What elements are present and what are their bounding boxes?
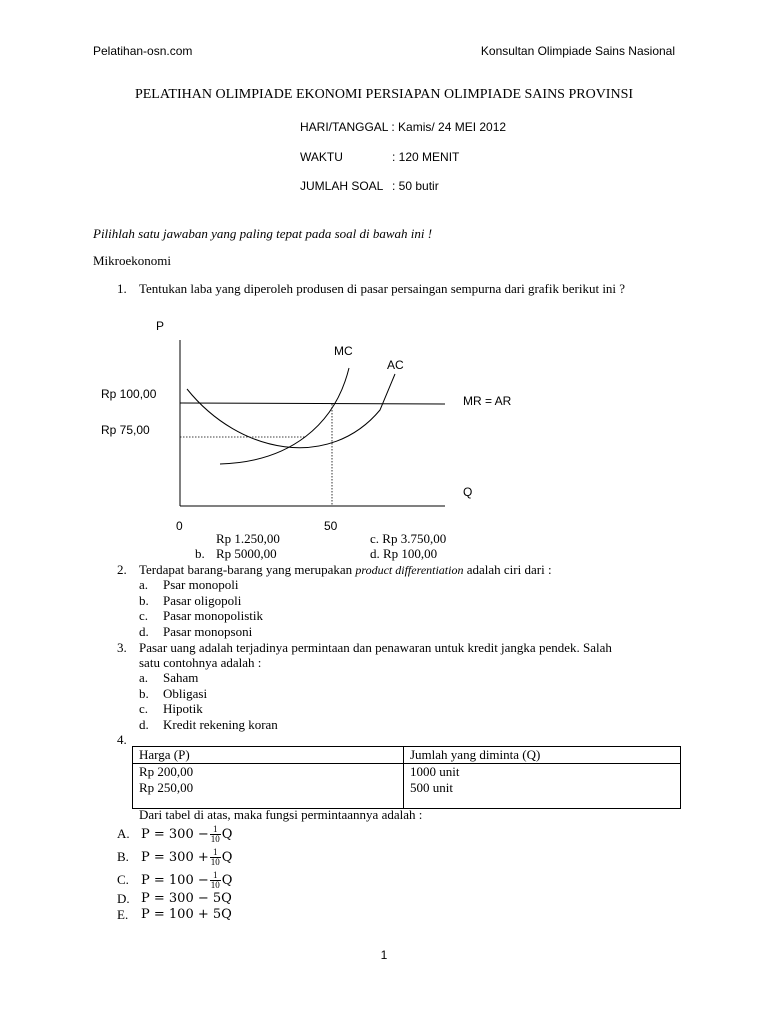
fraction-den: 10 [210,833,220,844]
option-label: b. [139,685,149,701]
q4-option-label: D. [117,891,130,906]
table-cell-quantities [404,764,681,809]
q4-option-label: C. [117,872,129,887]
meta-time-value: : 120 MENIT [392,150,460,164]
option-label: b. [139,592,149,608]
q1-option-b: Rp 5000,00 [216,546,277,561]
option-text: Pasar monopsoni [163,623,253,639]
q1-option-c: c. Rp 3.750,00 [370,531,447,546]
header-site: Pelatihan-osn.com [93,44,193,58]
y-tick-75: Rp 75,00 [101,423,150,437]
q4-option-a [117,823,232,845]
q4-option-expr: P = 300 − 5Q [141,891,232,906]
meta-count-value: : 50 butir [392,179,439,193]
table-cell-prices [133,764,404,809]
option-label: d. [139,623,149,639]
x-axis-label: Q [463,485,473,499]
table-row [133,764,681,809]
q4-option-var: Q [221,849,233,865]
list-item [139,624,252,640]
q4-option-var: Q [221,872,233,888]
q1-option-b-label: b. [195,546,205,561]
list-item [139,701,203,717]
list-item [139,608,263,624]
q4-option-expr: P = 100 − [141,872,209,888]
q4-option-c [117,869,232,891]
x-tick-50: 50 [324,519,338,533]
option-label: c. [139,608,149,623]
page-title: PELATIHAN OLIMPIADE EKONOMI PERSIAPAN OLIMPIADE SAINS PROVINSI [134,87,634,102]
q2-text [139,562,552,578]
table-header-quantity: Jumlah yang diminta (Q) [404,747,681,764]
page-number: 1 [380,948,388,962]
header-tagline: Konsultan Olimpiade Sains Nasional [480,44,675,58]
q4-number: 4. [117,732,127,747]
ac-label: AC [387,358,404,372]
option-text: Kredit rekening koran [163,716,278,732]
price-value: Rp 200,00 [139,764,194,779]
q4-question: Dari tabel di atas, maka fungsi permintaannya adalah : [139,807,423,822]
list-item [139,670,198,686]
q4-option-var: Q [221,826,233,842]
y-axis-label: P [156,319,165,333]
option-label: a. [139,577,149,592]
fraction-den: 10 [210,856,220,867]
fraction-num: 1 [210,848,221,858]
quantity-value: 1000 unit [410,764,460,779]
option-text: Obligasi [163,685,208,701]
price-value: Rp 250,00 [139,780,194,795]
table-header-row [133,747,681,764]
meta-date: HARI/TANGGAL : Kamis/ 24 MEI 2012 [300,120,507,134]
list-item [139,717,278,733]
q1-text: Tentukan laba yang diperoleh produsen di pasar persaingan sempurna dari grafik berikut ini ? [139,281,626,296]
x-tick-0: 0 [176,519,183,533]
q2-text-italic: product differentiation [355,563,464,577]
mr-ar-line [180,403,445,404]
option-label: d. [139,716,149,732]
option-text: Pasar oligopoli [163,592,242,608]
demand-table [132,746,681,809]
q1-option-a: Rp 1.250,00 [216,531,280,546]
q1-number: 1. [117,281,127,296]
fraction-den: 10 [210,879,220,890]
meta-count-label: JUMLAH SOAL [300,179,384,193]
fraction-num: 1 [210,825,221,835]
q4-option-e [117,907,232,923]
list-item [139,686,207,702]
mc-curve [220,368,349,464]
fraction-num: 1 [210,871,221,881]
option-label: c. [139,701,149,716]
q4-option-label: B. [117,849,129,864]
mc-label: MC [334,344,353,358]
option-text: Psar monopoli [163,577,239,592]
option-label: a. [139,670,149,685]
option-text: Pasar monopolistik [163,608,264,623]
q1-option-d: d. Rp 100,00 [370,546,438,561]
q4-option-label: E. [117,907,129,922]
q4-option-d [117,891,232,907]
fraction [210,848,221,867]
q2-text-before: Terdapat barang-barang yang merupakan [139,562,353,577]
list-item [139,577,238,593]
option-text: Hipotik [163,701,203,716]
q2-number: 2. [117,562,127,577]
q3-number: 3. [117,640,127,655]
q4-option-label: A. [117,826,130,841]
y-tick-100: Rp 100,00 [101,387,157,401]
q4-option-b [117,846,232,868]
section-title: Mikroekonomi [93,253,171,268]
q3-line1: Pasar uang adalah terjadinya permintaan dan penawaran untuk kredit jangka pendek. Salah [139,640,612,655]
meta-time-label: WAKTU [300,150,343,164]
instruction: Pilihlah satu jawaban yang paling tepat pada soal di bawah ini ! [93,226,433,241]
q4-option-expr: P = 100 + 5Q [141,907,232,922]
mr-ar-label: MR = AR [463,394,512,408]
table-header-price: Harga (P) [133,747,404,764]
fraction [210,871,221,890]
q4-option-expr: P = 300 + [141,849,209,865]
fraction [210,825,221,844]
option-text: Saham [163,670,199,685]
q4-option-expr: P = 300 − [141,826,209,842]
quantity-value: 500 unit [410,780,453,795]
list-item [139,593,241,609]
q2-text-after: adalah ciri dari : [466,562,552,577]
q3-line2: satu contohnya adalah : [139,655,262,670]
